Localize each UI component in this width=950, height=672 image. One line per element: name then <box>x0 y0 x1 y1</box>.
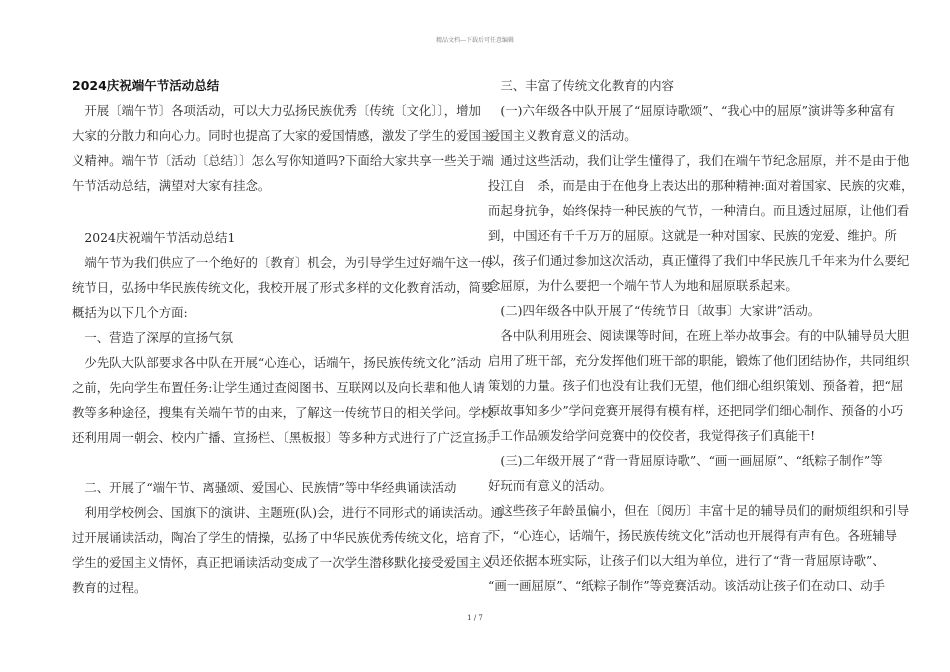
paragraph-line: (一)六年级各中队开展了“屈原诗歌颂”、“我心中的屈原”演讲等多种富有 <box>488 103 895 118</box>
paragraph-line: 概括为以下几个方面: <box>72 305 188 320</box>
paragraph-line: 手工作品颁发给学问竞赛中的佼佼者，我觉得孩子们真能干! <box>488 428 816 443</box>
paragraph-line: (二)四年级各中队开展了“传统节日〔故事〕大家讲”活动。 <box>488 303 821 318</box>
paragraph-line: 过开展诵读活动，陶冶了学生的情操，弘扬了中华民族优秀传统文化，培育了 <box>72 530 494 545</box>
paragraph-line: 利用学校例会、国旗下的演讲、主题班(队)会，进行不同形式的诵读活动。通 <box>72 505 503 520</box>
paragraph-line: 下，“心连心，话端午，扬民族传统文化”活动也开展得有声有色。各班辅导 <box>488 528 898 543</box>
paragraph-line: 启用了班干部，充分发挥他们班干部的职能，锻炼了他们团结协作，共同组织 <box>488 353 910 368</box>
paragraph-line: 少先队大队部要求各中队在开展“心连心，话端午，扬民族传统文化”活动 <box>72 355 482 370</box>
section-heading: 一、营造了深厚的宣扬气氛 <box>72 330 234 345</box>
paragraph-line: 开展〔端午节〕各项活动，可以大力弘扬民族优秀〔传统〔文化〕〕，增加 <box>72 103 481 118</box>
paragraph-line: “画一画屈原”、“纸粽子制作”等竞赛活动。该活动让孩子们在动口、动手 <box>488 578 886 593</box>
paragraph-line: 教等多种途径，搜集有关端午节的由来，了解这一传统节日的相关学问。学校 <box>72 405 494 420</box>
paragraph-line: 投江自 杀，而是由于在他身上表达出的那种精神:面对着国家、民族的灾难， <box>488 178 914 193</box>
page-number: 1 / 7 <box>467 614 483 622</box>
paragraph-line: 之前，先向学生布置任务:让学生通过查阅图书、互联网以及向长辈和他人请 <box>72 380 486 395</box>
paragraph-line: 义精神。端午节〔活动〔总结〕〕怎么写你知道吗?下面给大家共享一些关于端 <box>72 153 494 168</box>
paragraph-line: 这些孩子年龄虽偏小，但在〔阅历〕丰富十足的辅导员们的耐烦组织和引导 <box>488 503 910 518</box>
paragraph-line: 以，孩子们通过参加这次活动，真正懂得了我们中华民族几千年来为什么要纪 <box>488 253 910 268</box>
paragraph-line: 爱国主义教育意义的活动。 <box>488 128 637 143</box>
section-heading: 三、丰富了传统文化教育的内容 <box>488 78 674 93</box>
section-heading: 二、开展了“端午节、离骚颂、爱国心、民族情”等中华经典诵读活动 <box>72 480 457 495</box>
paragraph-line: 原故事知多少”学问竞赛开展得有模有样，还把同学们细心制作、预备的小巧 <box>488 403 904 418</box>
paragraph-line: 员还依据本班实际，让孩子们以大组为单位，进行了“背一背屈原诗歌”、 <box>488 553 885 568</box>
paragraph-line: 统节日，弘扬中华民族传统文化，我校开展了形式多样的文化教育活动，简要 <box>72 280 494 295</box>
paragraph-line: 学生的爱国主义情怀，真正把诵读活动变成了一次学生潜移默化接受爱国主义 <box>72 555 494 570</box>
paragraph-line: 各中队利用班会、阅读课等时间，在班上举办故事会。有的中队辅导员大胆 <box>488 328 910 343</box>
paragraph-line: 端午节为我们供应了一个绝好的〔教育〕机会，为引导学生过好端午这一传 <box>72 255 494 270</box>
document-header-note: 精品文档---下载后可任意编辑 <box>435 37 515 44</box>
paragraph-line: 策划的力量。孩子们也没有让我们无望，他们细心组织策划、预备着，把“屈 <box>488 378 904 393</box>
paragraph-line: 还利用周一朝会、校内广播、宣扬栏、〔黑板报〕等多种方式进行了广泛宣扬。 <box>72 430 500 445</box>
document-title: 2024庆祝端午节活动总结 <box>72 78 220 93</box>
paragraph-line: 而起身抗争，始终保持一种民族的气节，一种清白。而且透过屈原，让他们看 <box>488 203 910 218</box>
section-heading: 2024庆祝端午节活动总结1 <box>72 230 236 245</box>
paragraph-line: 好玩而有意义的活动。 <box>488 478 612 493</box>
paragraph-line: 通过这些活动，我们让学生懂得了，我们在端午节纪念屈原，并不是由于他 <box>488 153 910 168</box>
paragraph-line: 念屈原，为什么要把一个端午节人为地和屈原联系起来。 <box>488 278 798 293</box>
paragraph-line: 到，中国还有千千万万的屈原。这就是一种对国家、民族的宠爱、维护。所 <box>488 228 897 243</box>
paragraph-line: (三)二年级开展了“背一背屈原诗歌”、“画一画屈原”、“纸粽子制作”等 <box>488 453 883 468</box>
paragraph-line: 大家的分散力和向心力。同时也提高了大家的爱国情感，激发了学生的爱国主 <box>72 128 494 143</box>
paragraph-line: 教育的过程。 <box>72 580 147 595</box>
paragraph-line: 午节活动总结，满望对大家有挂念。 <box>72 178 271 193</box>
